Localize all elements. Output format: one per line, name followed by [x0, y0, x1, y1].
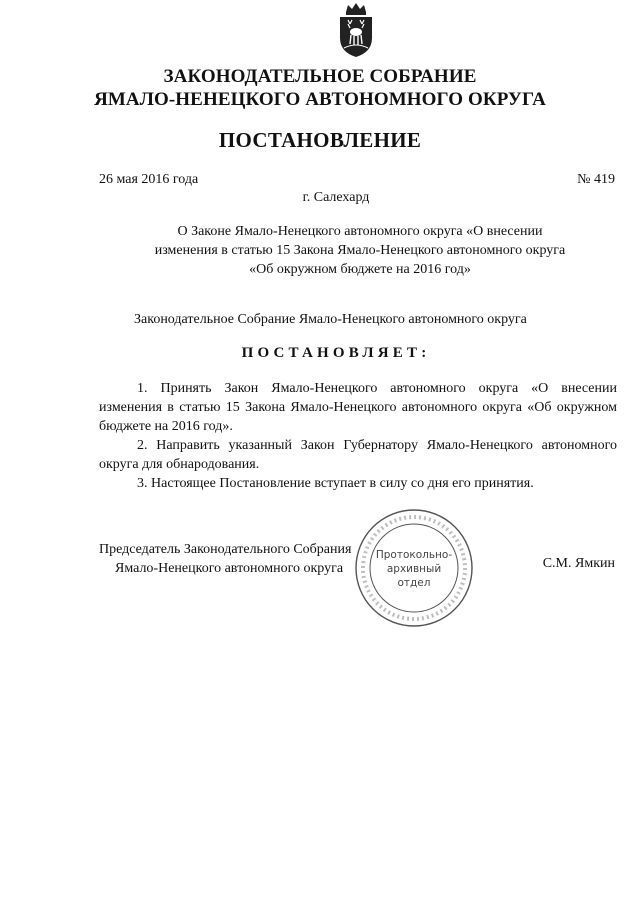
signatory-position-line: Председатель Законодательного Собрания: [99, 542, 352, 557]
document-subject: [120, 222, 600, 279]
resolution-items: [99, 379, 617, 493]
org-name-line2: ЯМАЛО-НЕНЕЦКОГО АВТОНОМНОГО ОКРУГА: [94, 89, 546, 110]
stamp-line: Протокольно-: [375, 549, 453, 561]
document-date: 26 мая 2016 года: [99, 172, 199, 187]
subject-line: изменения в статью 15 Закона Ямало-Ненецкого автономного округа: [154, 243, 566, 258]
subject-line: «Об окружном бюджете на 2016 год»: [249, 262, 471, 277]
document-city: г. Салехард: [302, 190, 370, 205]
archive-stamp: [352, 506, 476, 630]
signatory-name: С.М. Ямкин: [542, 556, 615, 571]
resolution-item: 3. Настоящее Постановление вступает в силу со дня его принятия.: [137, 476, 534, 491]
resolution-item: 2. Направить указанный Закон Губернатору Ямало-Ненецкого автономного округа для обнародования.: [99, 438, 617, 472]
signatory-position-line: Ямало-Ненецкого автономного округа: [115, 561, 344, 576]
stamp-line: архивный: [386, 563, 442, 575]
subject-line: О Законе Ямало-Ненецкого автономного округа «О внесении: [177, 224, 543, 239]
document-number: № 419: [577, 172, 615, 187]
coat-of-arms-icon: [336, 2, 376, 58]
stamp-line: отдел: [397, 577, 431, 589]
resolves-heading: ПОСТАНОВЛЯЕТ:: [241, 345, 431, 361]
org-name-line1: ЗАКОНОДАТЕЛЬНОЕ СОБРАНИЕ: [163, 66, 477, 87]
resolution-item: 1. Принять Закон Ямало-Ненецкого автономного округа «О внесении изменения в статью 15 Закона Ямало-Ненецкого автономного округа «Об окружном бюджете на 2016 год».: [99, 381, 617, 434]
document-type-title: ПОСТАНОВЛЕНИЕ: [218, 128, 422, 152]
signatory-position: [99, 540, 351, 578]
preamble: Законодательное Собрание Ямало-Ненецкого автономного округа: [134, 312, 527, 327]
